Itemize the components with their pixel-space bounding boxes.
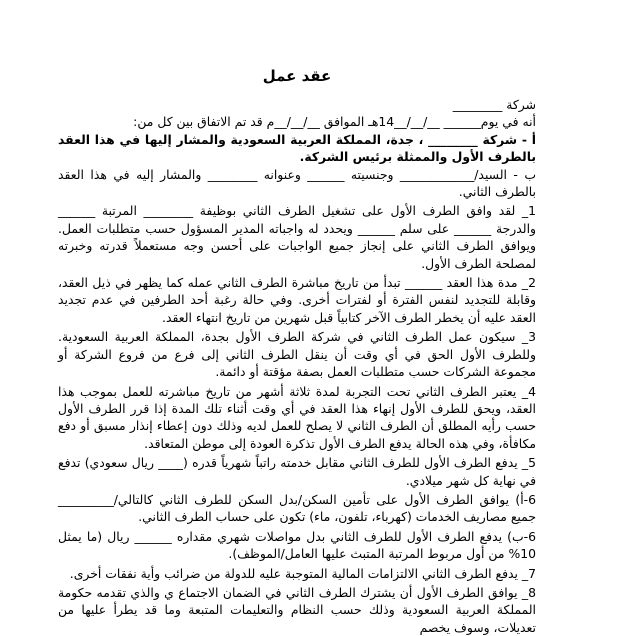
company-line: شركة ________: [452, 97, 536, 112]
clause-4: 4_ يعتبر الطرف الثاني تحت التجربة لمدة ثلاثة أشهر من تاريخ مباشرته للعمل بموجب هذا العقد، ويحق للطرف الأول إنهاء هذا العقد في أي وقت أثناء تلك المدة إذا قرر الطرف الأول حسب رأيه المطلق أن الطرف الثاني لا يصلح للعمل لديه وذلك دون إعطاء إنذار مسبق أو دفع مكافأة، وفي هذه الحالة يدفع الطرف الأول تذكرة العودة إلى موطن المتعاقد.: [54, 383, 536, 451]
document-title: عقد عمل: [262, 67, 332, 85]
clause-1: 1_ لقد وافق الطرف الأول على تشغيل الطرف الثاني بوظيفة ________ المرتبة ______ والدرجة ______ على سلم ______ ويحدد له واجباته المدير المسؤول حسب متطلبات العمل. ويوافق الطرف الثاني على إنجاز جميع الواجبات على أحسن وجه مستعملاً قدرته وخبرته لمصلحة الطرف الأول.: [54, 203, 536, 271]
document-body: [53, 96, 536, 636]
clause-8: 8_ يوافق الطرف الأول أن يشترك الطرف الثاني في الضمان الاجتماع ي والذي تقدمه حكومة المملكة العربية السعودية وذلك حسب النظام والتعليمات المتبعة وما قد يطرأ عليها من تعديلات، وسوف يخصم: [54, 584, 536, 635]
clause-7: 7_ يدفع الطرف الثاني الالتزامات المالية المتوجبة عليه للدولة من ضرائب وأية نفقات أخرى.: [69, 565, 536, 581]
clause-2: 2_ مدة هذا العقد ______ تبدأ من تاريخ مباشرة الطرف الثاني عمله كما يظهر في ذيل العقد، وقابلة للتجديد لنفس الفترة أو لفترات أخرى. وفي حالة رغبة أحد الطرفين في عدم تجديد العقد عليه أن يخطر الطرف الآخر كتابياً قبل شهرين من تاريخ انتهاء العقد.: [54, 275, 536, 325]
agreement-date-line: أنه في يوم______ __/__/__14هـ الموافق __/__/__م قد تم الاتفاق بين كل من:: [133, 114, 536, 130]
clause-6b: 6-ب) يدفع الطرف الأول للطرف الثاني بدل مواصلات شهري مقداره ______ ريال (ما يمثل 10% من أول مربوط المرتبة المتبث عليها العامل/الموظف).: [54, 528, 536, 562]
party-b-line: ب - السيد/____________ وجنسيته ______ وعنوانه ________ والمشار إليه في هذا العقد بالطرف الثاني.: [54, 166, 536, 200]
contract-page: [0, 66, 640, 635]
clause-6a: 6-أ) يوافق الطرف الأول على تأمين السكن/بدل السكن للطرف الثاني كالتالي/_________ جميع مصاريف الخدمات (كهرباء، تلفون، ماء) تكون على حساب الطرف الثاني.: [54, 491, 536, 525]
clause-3: 3_ سيكون عمل الطرف الثاني في شركة الطرف الأول بجدة، المملكة العربية السعودية. وللطرف الأول الحق في أي وقت أن ينقل الطرف الثاني إلى فرع من فروع الشركة أو مجموعة الشركات حسب متطلبات العمل بصفة مؤقتة أو دائمة.: [54, 329, 536, 380]
clause-5: 5_ يدفع الطرف الأول للطرف الثاني مقابل خدمته راتباً شهرياً قدره (____ ريال سعودي) تدفع في نهاية كل شهر ميلادي.: [54, 455, 536, 488]
party-a-line: أ - شركة ________ ، جدة، المملكة العربية السعودية والمشار إليها في هذا العقد بالطرف الأول والممثلة برئيس الشركة.: [53, 131, 536, 165]
